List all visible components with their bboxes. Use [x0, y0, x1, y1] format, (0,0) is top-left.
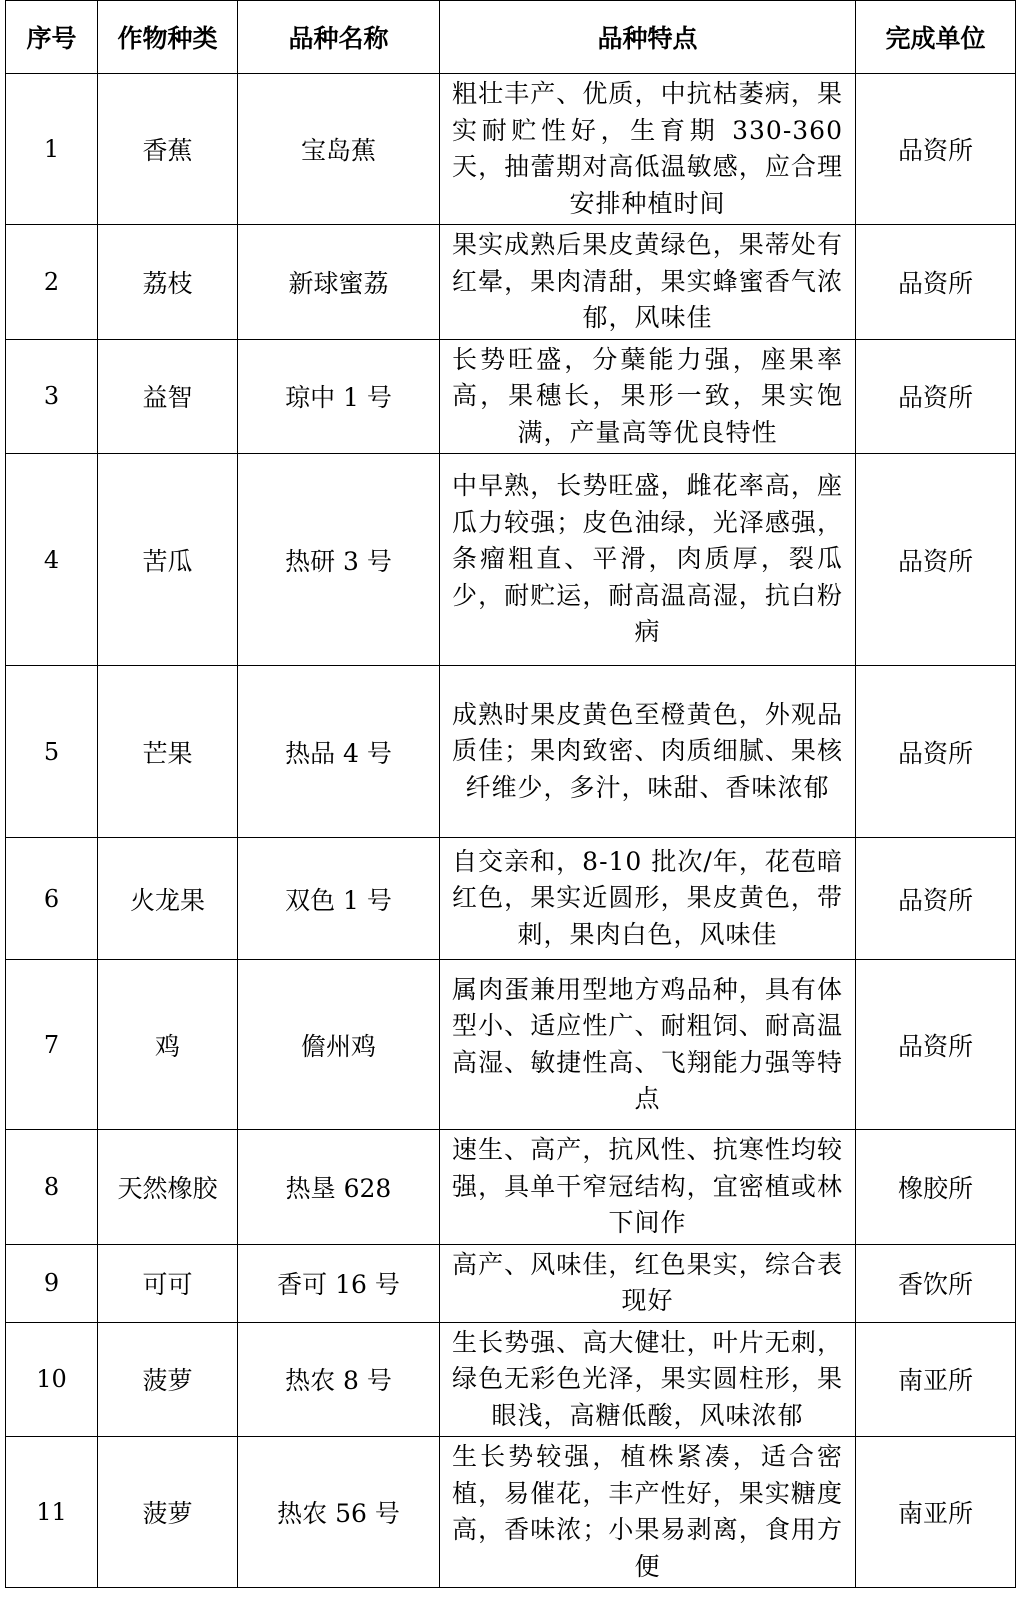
- row-unit: 品资所: [856, 838, 1016, 960]
- row-features: 生长势较强，植株紧凑，适合密植，易催花，丰产性好，果实糖度高，香味浓；小果易剥离，食用方便: [440, 1437, 856, 1588]
- row-no: 9: [6, 1244, 98, 1322]
- table-header-row: [6, 1, 1016, 74]
- row-features: 速生、高产，抗风性、抗寒性均较强，具单干窄冠结构，宜密植或林下间作: [440, 1130, 856, 1245]
- row-crop: 菠萝: [98, 1437, 238, 1588]
- row-features: 果实成熟后果皮黄绿色，果蒂处有红晕，果肉清甜，果实蜂蜜香气浓郁，风味佳: [440, 225, 856, 340]
- header-features: 品种特点: [440, 1, 856, 74]
- table-row: [6, 666, 1016, 838]
- variety-table: [5, 0, 1016, 1588]
- row-no: 10: [6, 1322, 98, 1437]
- table-row: [6, 454, 1016, 666]
- row-crop: 芒果: [98, 666, 238, 838]
- row-features: 属肉蛋兼用型地方鸡品种，具有体型小、适应性广、耐粗饲、耐高温高湿、敏捷性高、飞翔能力强等特点: [440, 960, 856, 1130]
- row-name: 热农 56 号: [238, 1437, 440, 1588]
- row-crop: 菠萝: [98, 1322, 238, 1437]
- row-name: 宝岛蕉: [238, 74, 440, 225]
- row-crop: 天然橡胶: [98, 1130, 238, 1245]
- row-unit: 南亚所: [856, 1322, 1016, 1437]
- variety-table-container: [5, 0, 1015, 1588]
- row-crop: 鸡: [98, 960, 238, 1130]
- table-row: [6, 1130, 1016, 1245]
- row-name: 儋州鸡: [238, 960, 440, 1130]
- row-name: 香可 16 号: [238, 1244, 440, 1322]
- row-unit: 品资所: [856, 339, 1016, 454]
- header-name: 品种名称: [238, 1, 440, 74]
- row-no: 6: [6, 838, 98, 960]
- row-unit: 品资所: [856, 225, 1016, 340]
- row-crop: 香蕉: [98, 74, 238, 225]
- row-name: 热垦 628: [238, 1130, 440, 1245]
- row-features: 中早熟，长势旺盛，雌花率高，座瓜力较强；皮色油绿，光泽感强，条瘤粗直、平滑，肉质厚，裂瓜少，耐贮运，耐高温高湿，抗白粉病: [440, 454, 856, 666]
- row-features: 成熟时果皮黄色至橙黄色，外观品质佳；果肉致密、肉质细腻、果核纤维少，多汁，味甜、香味浓郁: [440, 666, 856, 838]
- row-no: 3: [6, 339, 98, 454]
- table-row: [6, 1244, 1016, 1322]
- row-features: 高产、风味佳，红色果实，综合表现好: [440, 1244, 856, 1322]
- row-name: 琼中 1 号: [238, 339, 440, 454]
- row-name: 双色 1 号: [238, 838, 440, 960]
- row-crop: 益智: [98, 339, 238, 454]
- row-no: 1: [6, 74, 98, 225]
- table-row: [6, 960, 1016, 1130]
- row-name: 热农 8 号: [238, 1322, 440, 1437]
- table-row: [6, 225, 1016, 340]
- row-unit: 品资所: [856, 454, 1016, 666]
- row-no: 4: [6, 454, 98, 666]
- row-unit: 南亚所: [856, 1437, 1016, 1588]
- row-name: 新球蜜荔: [238, 225, 440, 340]
- row-features: 自交亲和，8-10 批次/年，花苞暗红色，果实近圆形，果皮黄色，带刺，果肉白色，风味佳: [440, 838, 856, 960]
- row-no: 2: [6, 225, 98, 340]
- header-crop: 作物种类: [98, 1, 238, 74]
- row-features: 粗壮丰产、优质，中抗枯萎病，果实耐贮性好，生育期 330-360 天，抽蕾期对高低温敏感，应合理安排种植时间: [440, 74, 856, 225]
- row-name: 热品 4 号: [238, 666, 440, 838]
- header-unit: 完成单位: [856, 1, 1016, 74]
- row-features: 生长势强、高大健壮，叶片无刺，绿色无彩色光泽，果实圆柱形，果眼浅，高糖低酸，风味浓郁: [440, 1322, 856, 1437]
- table-row: [6, 1437, 1016, 1588]
- row-no: 8: [6, 1130, 98, 1245]
- row-unit: 品资所: [856, 666, 1016, 838]
- table-row: [6, 838, 1016, 960]
- row-unit: 橡胶所: [856, 1130, 1016, 1245]
- row-unit: 香饮所: [856, 1244, 1016, 1322]
- row-name: 热研 3 号: [238, 454, 440, 666]
- row-no: 11: [6, 1437, 98, 1588]
- row-crop: 可可: [98, 1244, 238, 1322]
- row-no: 5: [6, 666, 98, 838]
- row-features: 长势旺盛，分蘖能力强，座果率高，果穗长，果形一致，果实饱满，产量高等优良特性: [440, 339, 856, 454]
- row-crop: 火龙果: [98, 838, 238, 960]
- header-no: 序号: [6, 1, 98, 74]
- row-no: 7: [6, 960, 98, 1130]
- table-row: [6, 1322, 1016, 1437]
- row-crop: 苦瓜: [98, 454, 238, 666]
- row-crop: 荔枝: [98, 225, 238, 340]
- table-row: [6, 74, 1016, 225]
- row-unit: 品资所: [856, 74, 1016, 225]
- row-unit: 品资所: [856, 960, 1016, 1130]
- table-row: [6, 339, 1016, 454]
